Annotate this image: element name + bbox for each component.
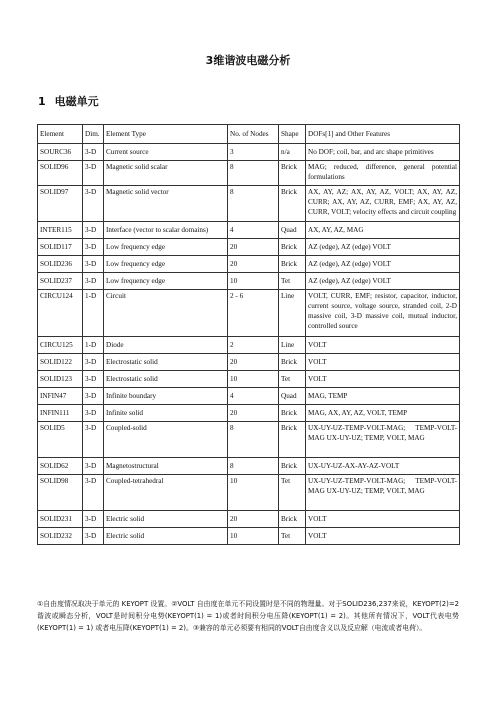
cell-type: Infinite boundary bbox=[104, 388, 228, 405]
col-header-type: Element Type bbox=[104, 125, 228, 144]
cell-shape: Brick bbox=[279, 422, 306, 458]
col-header-nodes: No. of Nodes bbox=[228, 125, 279, 144]
table-row bbox=[38, 458, 460, 475]
cell-shape: Brick bbox=[279, 161, 306, 186]
cell-nodes: 10 bbox=[228, 371, 279, 388]
table-row bbox=[38, 161, 460, 186]
cell-element: INFIN111 bbox=[38, 405, 83, 422]
cell-type: Electrostatic solid bbox=[104, 371, 228, 388]
cell-element: SOURC36 bbox=[38, 144, 83, 161]
cell-type: Coupled-tetrahedral bbox=[104, 475, 228, 511]
cell-dofs: AZ (edge), AZ (edge) VOLT bbox=[306, 239, 460, 256]
table-row bbox=[38, 371, 460, 388]
cell-type: Low frequency edge bbox=[104, 239, 228, 256]
cell-nodes: 4 bbox=[228, 222, 279, 239]
cell-element: SOLID237 bbox=[38, 273, 83, 290]
cell-shape: Brick bbox=[279, 186, 306, 222]
cell-nodes: 10 bbox=[228, 475, 279, 511]
table-row bbox=[38, 222, 460, 239]
cell-element: SOLID236 bbox=[38, 256, 83, 273]
table-row bbox=[38, 144, 460, 161]
cell-dim: 3-D bbox=[83, 256, 104, 273]
cell-dim: 3-D bbox=[83, 388, 104, 405]
cell-shape: Tet bbox=[279, 528, 306, 545]
cell-element: SOLID123 bbox=[38, 371, 83, 388]
cell-type: Infinite solid bbox=[104, 405, 228, 422]
cell-dofs: VOLT bbox=[306, 511, 460, 528]
cell-type: Magnetostructural bbox=[104, 458, 228, 475]
cell-dim: 3-D bbox=[83, 273, 104, 290]
cell-dim: 1-D bbox=[83, 337, 104, 354]
cell-nodes: 8 bbox=[228, 422, 279, 458]
cell-dim: 3-D bbox=[83, 511, 104, 528]
cell-dofs: VOLT bbox=[306, 337, 460, 354]
table-header-row bbox=[38, 125, 460, 144]
cell-shape: Brick bbox=[279, 256, 306, 273]
cell-type: Electric solid bbox=[104, 528, 228, 545]
cell-dim: 3-D bbox=[83, 528, 104, 545]
cell-shape: Brick bbox=[279, 511, 306, 528]
table-row bbox=[38, 405, 460, 422]
cell-element: SOLID5 bbox=[38, 422, 83, 458]
cell-dim: 3-D bbox=[83, 222, 104, 239]
table-row bbox=[38, 290, 460, 337]
cell-dim: 3-D bbox=[83, 405, 104, 422]
cell-shape: n/a bbox=[279, 144, 306, 161]
cell-dofs: UX-UY-UZ-TEMP-VOLT-MAG; TEMP-VOLT-MAG UX-UY-UZ; TEMP, VOLT, MAG bbox=[306, 422, 460, 458]
table-row bbox=[38, 273, 460, 290]
cell-shape: Tet bbox=[279, 273, 306, 290]
cell-shape: Quad bbox=[279, 388, 306, 405]
cell-nodes: 8 bbox=[228, 458, 279, 475]
cell-nodes: 8 bbox=[228, 186, 279, 222]
cell-element: SOLID232 bbox=[38, 528, 83, 545]
cell-shape: Brick bbox=[279, 354, 306, 371]
table-row bbox=[38, 239, 460, 256]
cell-type: Magnetic solid vector bbox=[104, 186, 228, 222]
col-header-dofs: DOFs[1] and Other Features bbox=[306, 125, 460, 144]
cell-type: Circuit bbox=[104, 290, 228, 337]
cell-nodes: 20 bbox=[228, 256, 279, 273]
cell-dofs: AZ (edge), AZ (edge) VOLT bbox=[306, 256, 460, 273]
section-heading bbox=[38, 93, 99, 109]
cell-element: CIRCU125 bbox=[38, 337, 83, 354]
table-row bbox=[38, 528, 460, 545]
cell-type: Interface (vector to scalar domains) bbox=[104, 222, 228, 239]
cell-type: Coupled-solid bbox=[104, 422, 228, 458]
cell-dofs: No DOF; coil, bar, and arc shape primitives bbox=[306, 144, 460, 161]
cell-shape: Brick bbox=[279, 239, 306, 256]
cell-shape: Brick bbox=[279, 458, 306, 475]
cell-shape: Line bbox=[279, 337, 306, 354]
table-row bbox=[38, 475, 460, 511]
cell-dim: 3-D bbox=[83, 475, 104, 511]
cell-dim: 3-D bbox=[83, 161, 104, 186]
cell-dofs: MAG, TEMP bbox=[306, 388, 460, 405]
cell-dofs: AX, AY, AZ, MAG bbox=[306, 222, 460, 239]
footnote-paragraph: ①自由度情况取决于单元的 KEYOPT 设置。②VOLT 自由度在单元不同设置时是不同的物理量。对于SOLID236,237来说，KEYOPT(2)=2谐波或瞬态分析，VOLT是时间积分电势(KEYOPT(1) = 1)或者时间积分电压降(KEYOPT(1) = 2)。其他所有情况下，VOLT代表电势(KEYOPT(1) = 1) 或者电压降(KEYOPT(1) = 2)。③兼容的单元必须要有相同的VOLT自由度含义以及反应解（电流或者电荷）。 bbox=[37, 600, 459, 632]
cell-element: SOLID231 bbox=[38, 511, 83, 528]
cell-element: SOLID62 bbox=[38, 458, 83, 475]
cell-dim: 3-D bbox=[83, 186, 104, 222]
table-row bbox=[38, 256, 460, 273]
cell-dofs: VOLT bbox=[306, 371, 460, 388]
cell-element: INFIN47 bbox=[38, 388, 83, 405]
cell-shape: Tet bbox=[279, 475, 306, 511]
cell-nodes: 20 bbox=[228, 354, 279, 371]
cell-dofs: MAG; reduced, difference, general potential formulations bbox=[306, 161, 460, 186]
cell-type: Low frequency edge bbox=[104, 256, 228, 273]
cell-element: SOLID96 bbox=[38, 161, 83, 186]
cell-nodes: 3 bbox=[228, 144, 279, 161]
cell-nodes: 2 bbox=[228, 337, 279, 354]
cell-element: SOLID122 bbox=[38, 354, 83, 371]
cell-dofs: MAG, AX, AY, AZ, VOLT, TEMP bbox=[306, 405, 460, 422]
cell-nodes: 2 - 6 bbox=[228, 290, 279, 337]
cell-type: Electrostatic solid bbox=[104, 354, 228, 371]
section-title: 电磁单元 bbox=[54, 95, 99, 108]
cell-shape: Brick bbox=[279, 405, 306, 422]
cell-nodes: 4 bbox=[228, 388, 279, 405]
cell-dim: 3-D bbox=[83, 239, 104, 256]
cell-dofs: AZ (edge), AZ (edge) VOLT bbox=[306, 273, 460, 290]
table-row bbox=[38, 186, 460, 222]
col-header-element: Element bbox=[38, 125, 83, 144]
cell-type: Low frequency edge bbox=[104, 273, 228, 290]
table-row bbox=[38, 388, 460, 405]
cell-type: Electric solid bbox=[104, 511, 228, 528]
element-table bbox=[37, 124, 460, 545]
cell-element: SOLID98 bbox=[38, 475, 83, 511]
cell-dofs: UX-UY-UZ-TEMP-VOLT-MAG; TEMP-VOLT-MAG UX-UY-UZ; TEMP, VOLT, MAG bbox=[306, 475, 460, 511]
cell-dim: 3-D bbox=[83, 371, 104, 388]
cell-dim: 3-D bbox=[83, 422, 104, 458]
cell-dofs: VOLT bbox=[306, 528, 460, 545]
cell-element: INTER115 bbox=[38, 222, 83, 239]
table-row bbox=[38, 354, 460, 371]
cell-type: Current source bbox=[104, 144, 228, 161]
cell-nodes: 8 bbox=[228, 161, 279, 186]
cell-type: Diode bbox=[104, 337, 228, 354]
page-title: 3维谐波电磁分析 bbox=[205, 54, 291, 67]
cell-element: SOLID117 bbox=[38, 239, 83, 256]
cell-nodes: 20 bbox=[228, 511, 279, 528]
cell-shape: Tet bbox=[279, 371, 306, 388]
cell-dofs: UX-UY-UZ-AX-AY-AZ-VOLT bbox=[306, 458, 460, 475]
cell-nodes: 20 bbox=[228, 405, 279, 422]
section-number: 1 bbox=[38, 95, 46, 108]
table-row bbox=[38, 511, 460, 528]
cell-element: SOLID97 bbox=[38, 186, 83, 222]
col-header-shape: Shape bbox=[279, 125, 306, 144]
cell-shape: Quad bbox=[279, 222, 306, 239]
cell-dim: 1-D bbox=[83, 290, 104, 337]
cell-type: Magnetic solid scalar bbox=[104, 161, 228, 186]
cell-dofs: VOLT bbox=[306, 354, 460, 371]
cell-dofs: AX, AY, AZ; AX, AY, AZ, VOLT; AX, AY, AZ, CURR; AX, AY, AZ, CURR, EMF; AX, AY, AZ, CURR, VOLT; velocity effects and circuit coupling bbox=[306, 186, 460, 222]
table-row bbox=[38, 422, 460, 458]
cell-element: CIRCU124 bbox=[38, 290, 83, 337]
cell-dim: 3-D bbox=[83, 354, 104, 371]
col-header-dim: Dim. bbox=[83, 125, 104, 144]
cell-dim: 3-D bbox=[83, 458, 104, 475]
cell-nodes: 10 bbox=[228, 273, 279, 290]
cell-dofs: VOLT, CURR, EMF; resistor, capacitor, inductor, current source, voltage source, stranded coil, 2-D massive coil, 3-D massive coil, mutual inductor, controlled source bbox=[306, 290, 460, 337]
cell-shape: Line bbox=[279, 290, 306, 337]
cell-dim: 3-D bbox=[83, 144, 104, 161]
table-row bbox=[38, 337, 460, 354]
cell-nodes: 10 bbox=[228, 528, 279, 545]
cell-nodes: 20 bbox=[228, 239, 279, 256]
